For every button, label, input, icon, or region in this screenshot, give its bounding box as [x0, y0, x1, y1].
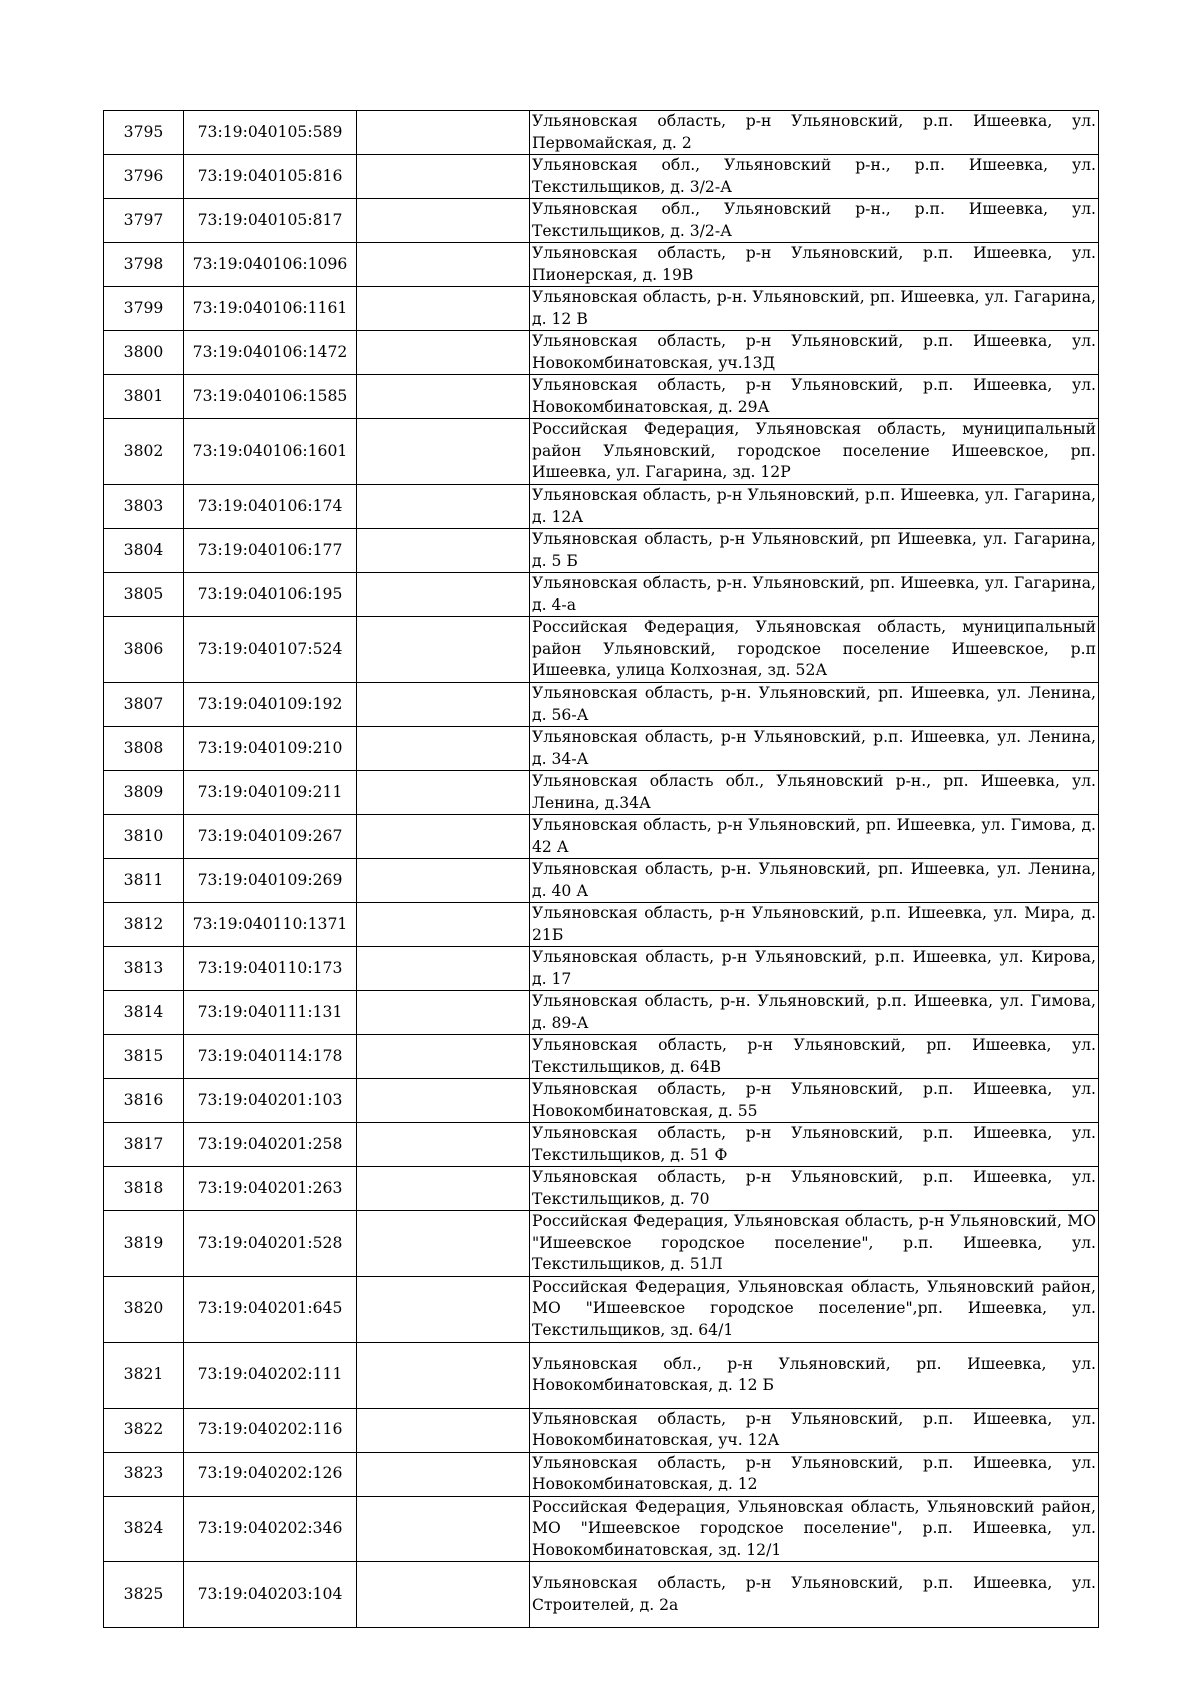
row-number: 3821	[104, 1342, 184, 1408]
register-table	[103, 110, 1099, 1628]
register-table-body	[104, 111, 1099, 1628]
row-number: 3799	[104, 287, 184, 331]
row-number: 3820	[104, 1276, 184, 1342]
empty-cell	[357, 375, 530, 419]
table-row	[104, 331, 1099, 375]
row-number: 3806	[104, 617, 184, 683]
address: Ульяновская область, р-н. Ульяновский, р.п. Ишеевка, ул. Гимова, д. 89-А	[530, 991, 1099, 1035]
row-number: 3802	[104, 419, 184, 485]
table-row	[104, 727, 1099, 771]
cadastral-number: 73:19:040202:346	[184, 1496, 357, 1562]
address: Ульяновская область обл., Ульяновский р-н., рп. Ишеевка, ул. Ленина, д.34А	[530, 771, 1099, 815]
empty-cell	[357, 1035, 530, 1079]
table-row	[104, 617, 1099, 683]
row-number: 3825	[104, 1562, 184, 1628]
empty-cell	[357, 1452, 530, 1496]
empty-cell	[357, 1167, 530, 1211]
address: Ульяновская область, р-н Ульяновский, р.п. Ишеевка, ул. Мира, д. 21Б	[530, 903, 1099, 947]
empty-cell	[357, 859, 530, 903]
address: Ульяновская область, р-н Ульяновский, рп Ишеевка, ул. Гагарина, д. 5 Б	[530, 529, 1099, 573]
address: Ульяновская область, р-н Ульяновский, р.п. Ишеевка, ул. Ленина, д. 34-А	[530, 727, 1099, 771]
table-row	[104, 859, 1099, 903]
empty-cell	[357, 111, 530, 155]
row-number: 3811	[104, 859, 184, 903]
address: Ульяновская область, р-н Ульяновский, р.п. Ишеевка, ул. Текстильщиков, д. 51 Ф	[530, 1123, 1099, 1167]
cadastral-number: 73:19:040110:173	[184, 947, 357, 991]
table-row	[104, 419, 1099, 485]
cadastral-number: 73:19:040105:816	[184, 155, 357, 199]
cadastral-number: 73:19:040106:195	[184, 573, 357, 617]
address: Ульяновская область, р-н Ульяновский, р.п. Ишеевка, ул. Текстильщиков, д. 70	[530, 1167, 1099, 1211]
table-row	[104, 903, 1099, 947]
empty-cell	[357, 991, 530, 1035]
table-row	[104, 1452, 1099, 1496]
empty-cell	[357, 1211, 530, 1277]
address: Российская Федерация, Ульяновская область, муниципальный район Ульяновский, городское поселение Ишеевское, р.п Ишеевка, улица Колхозная, зд. 52А	[530, 617, 1099, 683]
table-row	[104, 683, 1099, 727]
table-row	[104, 815, 1099, 859]
empty-cell	[357, 683, 530, 727]
cadastral-number: 73:19:040106:1585	[184, 375, 357, 419]
address: Российская Федерация, Ульяновская область, р-н Ульяновский, МО "Ишеевское городское поселение", р.п. Ишеевка, ул. Текстильщиков, д. 51Л	[530, 1211, 1099, 1277]
empty-cell	[357, 1276, 530, 1342]
row-number: 3813	[104, 947, 184, 991]
empty-cell	[357, 573, 530, 617]
row-number: 3803	[104, 485, 184, 529]
table-row	[104, 1079, 1099, 1123]
table-row	[104, 529, 1099, 573]
cadastral-number: 73:19:040202:126	[184, 1452, 357, 1496]
row-number: 3796	[104, 155, 184, 199]
address: Ульяновская обл., Ульяновский р-н., р.п. Ишеевка, ул. Текстильщиков, д. 3/2-А	[530, 155, 1099, 199]
row-number: 3822	[104, 1408, 184, 1452]
row-number: 3804	[104, 529, 184, 573]
address: Ульяновская область, р-н Ульяновский, р.п. Ишеевка, ул. Новокомбинатовская, д. 29А	[530, 375, 1099, 419]
address: Ульяновская область, р-н Ульяновский, р.п. Ишеевка, ул. Строителей, д. 2а	[530, 1562, 1099, 1628]
row-number: 3805	[104, 573, 184, 617]
table-row	[104, 1211, 1099, 1277]
address: Российская Федерация, Ульяновская область, Ульяновский район, МО "Ишеевское городское поселение", р.п. Ишеевка, ул. Новокомбинатовская, зд. 12/1	[530, 1496, 1099, 1562]
cadastral-number: 73:19:040201:103	[184, 1079, 357, 1123]
table-row	[104, 199, 1099, 243]
cadastral-number: 73:19:040107:524	[184, 617, 357, 683]
cadastral-number: 73:19:040109:211	[184, 771, 357, 815]
table-row	[104, 1562, 1099, 1628]
row-number: 3808	[104, 727, 184, 771]
cadastral-number: 73:19:040201:263	[184, 1167, 357, 1211]
row-number: 3819	[104, 1211, 184, 1277]
table-row	[104, 1276, 1099, 1342]
table-row	[104, 155, 1099, 199]
cadastral-number: 73:19:040106:1601	[184, 419, 357, 485]
table-row	[104, 1035, 1099, 1079]
address: Ульяновская область, р-н Ульяновский, р.п. Ишеевка, ул. Новокомбинатовская, уч.13Д	[530, 331, 1099, 375]
empty-cell	[357, 1562, 530, 1628]
empty-cell	[357, 903, 530, 947]
table-row	[104, 1342, 1099, 1408]
address: Ульяновская область, р-н Ульяновский, р.п. Ишеевка, ул. Гагарина, д. 12А	[530, 485, 1099, 529]
cadastral-number: 73:19:040203:104	[184, 1562, 357, 1628]
table-row	[104, 1123, 1099, 1167]
cadastral-number: 73:19:040109:210	[184, 727, 357, 771]
cadastral-number: 73:19:040106:1161	[184, 287, 357, 331]
row-number: 3795	[104, 111, 184, 155]
row-number: 3798	[104, 243, 184, 287]
cadastral-number: 73:19:040202:116	[184, 1408, 357, 1452]
table-row	[104, 991, 1099, 1035]
empty-cell	[357, 727, 530, 771]
row-number: 3797	[104, 199, 184, 243]
table-row	[104, 287, 1099, 331]
cadastral-number: 73:19:040201:645	[184, 1276, 357, 1342]
address: Ульяновская обл., Ульяновский р-н., р.п. Ишеевка, ул. Текстильщиков, д. 3/2-А	[530, 199, 1099, 243]
row-number: 3823	[104, 1452, 184, 1496]
cadastral-number: 73:19:040110:1371	[184, 903, 357, 947]
cadastral-number: 73:19:040109:267	[184, 815, 357, 859]
row-number: 3801	[104, 375, 184, 419]
table-row	[104, 1496, 1099, 1562]
empty-cell	[357, 1079, 530, 1123]
address: Ульяновская область, р-н. Ульяновский, рп. Ишеевка, ул. Гагарина, д. 12 В	[530, 287, 1099, 331]
cadastral-number: 73:19:040105:817	[184, 199, 357, 243]
address: Российская Федерация, Ульяновская область, муниципальный район Ульяновский, городское поселение Ишеевское, рп. Ишеевка, ул. Гагарина, зд. 12Р	[530, 419, 1099, 485]
empty-cell	[357, 331, 530, 375]
table-row	[104, 375, 1099, 419]
table-row	[104, 771, 1099, 815]
address: Ульяновская область, р-н Ульяновский, р.п. Ишеевка, ул. Новокомбинатовская, д. 12	[530, 1452, 1099, 1496]
empty-cell	[357, 1123, 530, 1167]
empty-cell	[357, 155, 530, 199]
cadastral-number: 73:19:040111:131	[184, 991, 357, 1035]
address: Ульяновская область, р-н Ульяновский, р.п. Ишеевка, ул. Новокомбинатовская, д. 55	[530, 1079, 1099, 1123]
table-row	[104, 573, 1099, 617]
row-number: 3818	[104, 1167, 184, 1211]
cadastral-number: 73:19:040106:174	[184, 485, 357, 529]
table-row	[104, 111, 1099, 155]
cadastral-number: 73:19:040201:528	[184, 1211, 357, 1277]
row-number: 3816	[104, 1079, 184, 1123]
empty-cell	[357, 1408, 530, 1452]
address: Ульяновская обл., р-н Ульяновский, рп. Ишеевка, ул. Новокомбинатовская, д. 12 Б	[530, 1342, 1099, 1408]
empty-cell	[357, 1496, 530, 1562]
address: Ульяновская область, р-н. Ульяновский, рп. Ишеевка, ул. Гагарина, д. 4-а	[530, 573, 1099, 617]
row-number: 3814	[104, 991, 184, 1035]
cadastral-number: 73:19:040202:111	[184, 1342, 357, 1408]
table-row	[104, 243, 1099, 287]
empty-cell	[357, 419, 530, 485]
empty-cell	[357, 947, 530, 991]
empty-cell	[357, 485, 530, 529]
address: Российская Федерация, Ульяновская область, Ульяновский район, МО "Ишеевское городское поселение",рп. Ишеевка, ул. Текстильщиков, зд. 64/1	[530, 1276, 1099, 1342]
table-row	[104, 485, 1099, 529]
row-number: 3812	[104, 903, 184, 947]
empty-cell	[357, 815, 530, 859]
row-number: 3824	[104, 1496, 184, 1562]
cadastral-number: 73:19:040106:1472	[184, 331, 357, 375]
cadastral-number: 73:19:040114:178	[184, 1035, 357, 1079]
cadastral-number: 73:19:040201:258	[184, 1123, 357, 1167]
empty-cell	[357, 771, 530, 815]
address: Ульяновская область, р-н Ульяновский, р.п. Ишеевка, ул. Кирова, д. 17	[530, 947, 1099, 991]
row-number: 3807	[104, 683, 184, 727]
empty-cell	[357, 1342, 530, 1408]
row-number: 3809	[104, 771, 184, 815]
cadastral-number: 73:19:040106:177	[184, 529, 357, 573]
table-row	[104, 1408, 1099, 1452]
empty-cell	[357, 529, 530, 573]
cadastral-number: 73:19:040105:589	[184, 111, 357, 155]
address: Ульяновская область, р-н. Ульяновский, рп. Ишеевка, ул. Ленина, д. 56-А	[530, 683, 1099, 727]
empty-cell	[357, 243, 530, 287]
empty-cell	[357, 287, 530, 331]
address: Ульяновская область, р-н. Ульяновский, рп. Ишеевка, ул. Ленина, д. 40 А	[530, 859, 1099, 903]
address: Ульяновская область, р-н Ульяновский, рп. Ишеевка, ул. Гимова, д. 42 А	[530, 815, 1099, 859]
address: Ульяновская область, р-н Ульяновский, р.п. Ишеевка, ул. Новокомбинатовская, уч. 12А	[530, 1408, 1099, 1452]
address: Ульяновская область, р-н Ульяновский, р.п. Ишеевка, ул. Первомайская, д. 2	[530, 111, 1099, 155]
address: Ульяновская область, р-н Ульяновский, рп. Ишеевка, ул. Текстильщиков, д. 64В	[530, 1035, 1099, 1079]
cadastral-number: 73:19:040106:1096	[184, 243, 357, 287]
row-number: 3817	[104, 1123, 184, 1167]
empty-cell	[357, 199, 530, 243]
empty-cell	[357, 617, 530, 683]
cadastral-number: 73:19:040109:269	[184, 859, 357, 903]
table-row	[104, 947, 1099, 991]
row-number: 3800	[104, 331, 184, 375]
cadastral-number: 73:19:040109:192	[184, 683, 357, 727]
address: Ульяновская область, р-н Ульяновский, р.п. Ишеевка, ул. Пионерская, д. 19В	[530, 243, 1099, 287]
row-number: 3815	[104, 1035, 184, 1079]
table-row	[104, 1167, 1099, 1211]
row-number: 3810	[104, 815, 184, 859]
